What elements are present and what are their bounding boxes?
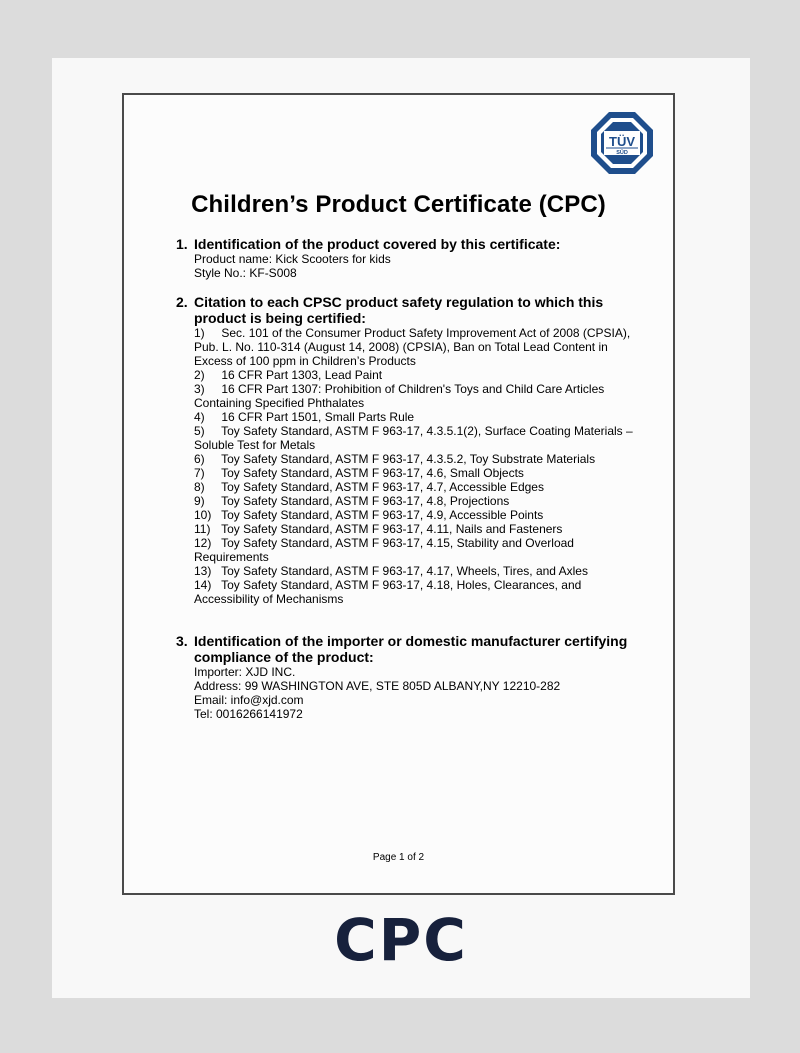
regulation-text: 16 CFR Part 1303, Lead Paint bbox=[221, 368, 383, 382]
section-heading bbox=[176, 633, 644, 665]
section-heading bbox=[176, 236, 644, 252]
section-body bbox=[176, 665, 644, 721]
regulation-item bbox=[194, 522, 644, 536]
regulation-text: Toy Safety Standard, ASTM F 963-17, 4.17, Wheels, Tires, and Axles bbox=[221, 564, 588, 578]
section-number: 1. bbox=[176, 236, 188, 252]
regulation-number: 3) bbox=[194, 382, 205, 396]
regulation-number: 5) bbox=[194, 424, 205, 438]
regulation-text: Toy Safety Standard, ASTM F 963-17, 4.3.5.1(2), Surface Coating Materials – Soluble Test for Metals bbox=[194, 424, 633, 452]
regulation-item bbox=[194, 480, 644, 494]
regulation-text: Sec. 101 of the Consumer Product Safety Improvement Act of 2008 (CPSIA), Pub. L. No. 110-314 (August 14, 2008) (CPSIA), Ban on Total Lead Content in Excess of 100 ppm in Children’s Products bbox=[194, 326, 631, 368]
importer-name: Importer: XJD INC. bbox=[194, 665, 296, 679]
section-title: Identification of the importer or domestic manufacturer certifying compliance of the product: bbox=[194, 633, 628, 665]
regulation-number: 9) bbox=[194, 494, 205, 508]
certificate-card bbox=[52, 58, 750, 998]
regulation-item bbox=[194, 368, 644, 382]
section-title: Citation to each CPSC product safety regulation to which this product is being certified: bbox=[194, 294, 604, 326]
certificate-page bbox=[122, 93, 675, 895]
regulation-number: 12) bbox=[194, 536, 212, 550]
regulation-number: 6) bbox=[194, 452, 205, 466]
section-body bbox=[176, 252, 644, 280]
regulation-item bbox=[194, 410, 644, 424]
importer-address: Address: 99 WASHINGTON AVE, STE 805D ALBANY,NY 12210-282 bbox=[194, 679, 561, 693]
regulation-text: Toy Safety Standard, ASTM F 963-17, 4.7, Accessible Edges bbox=[221, 480, 544, 494]
regulation-text: Toy Safety Standard, ASTM F 963-17, 4.9, Accessible Points bbox=[221, 508, 544, 522]
tuv-sud-logo bbox=[590, 111, 654, 175]
section-regulations bbox=[176, 294, 644, 606]
regulation-item bbox=[194, 326, 644, 368]
section-heading bbox=[176, 294, 644, 326]
section-title: Identification of the product covered by this certificate: bbox=[194, 236, 561, 252]
regulation-item bbox=[194, 382, 644, 410]
regulation-number: 8) bbox=[194, 480, 205, 494]
importer-email: Email: info@xjd.com bbox=[194, 693, 304, 707]
document-title: Children’s Product Certificate (CPC) bbox=[191, 191, 606, 218]
regulation-number: 2) bbox=[194, 368, 205, 382]
regulation-text: Toy Safety Standard, ASTM F 963-17, 4.11, Nails and Fasteners bbox=[221, 522, 563, 536]
page-number: Page 1 of 2 bbox=[372, 852, 425, 863]
regulation-text: Toy Safety Standard, ASTM F 963-17, 4.18, Holes, Clearances, and Accessibility of Mechanisms bbox=[194, 578, 582, 606]
section-product-identification bbox=[176, 236, 644, 280]
regulation-item bbox=[194, 578, 644, 606]
regulation-item bbox=[194, 466, 644, 480]
regulation-item bbox=[194, 494, 644, 508]
regulation-number: 10) bbox=[194, 508, 212, 522]
cpc-caption: CPC bbox=[334, 906, 468, 974]
tuv-sud-logo-icon bbox=[590, 111, 654, 175]
section-number: 3. bbox=[176, 633, 188, 649]
regulation-number: 1) bbox=[194, 326, 205, 340]
regulation-item bbox=[194, 452, 644, 466]
regulation-item bbox=[194, 424, 644, 452]
regulation-text: Toy Safety Standard, ASTM F 963-17, 4.6, Small Objects bbox=[221, 466, 524, 480]
regulation-item bbox=[194, 508, 644, 522]
regulation-number: 11) bbox=[194, 522, 211, 536]
style-number: Style No.: KF-S008 bbox=[194, 266, 297, 280]
regulation-item bbox=[194, 564, 644, 578]
regulation-text: Toy Safety Standard, ASTM F 963-17, 4.3.5.2, Toy Substrate Materials bbox=[221, 452, 596, 466]
regulation-item bbox=[194, 536, 644, 564]
logo-brand: TÜV bbox=[609, 134, 635, 149]
regulation-number: 13) bbox=[194, 564, 212, 578]
regulation-number: 14) bbox=[194, 578, 212, 592]
regulation-text: Toy Safety Standard, ASTM F 963-17, 4.15, Stability and Overload Requirements bbox=[194, 536, 574, 564]
regulation-text: Toy Safety Standard, ASTM F 963-17, 4.8, Projections bbox=[221, 494, 510, 508]
section-importer bbox=[176, 633, 644, 721]
regulation-text: 16 CFR Part 1307: Prohibition of Children's Toys and Child Care Articles Containing Specified Phthalates bbox=[194, 382, 605, 410]
regulation-list bbox=[176, 326, 644, 606]
regulation-number: 4) bbox=[194, 410, 205, 424]
section-number: 2. bbox=[176, 294, 188, 310]
regulation-text: 16 CFR Part 1501, Small Parts Rule bbox=[221, 410, 415, 424]
regulation-number: 7) bbox=[194, 466, 205, 480]
importer-phone: Tel: 0016266141972 bbox=[194, 707, 303, 721]
logo-sub: SÜD bbox=[616, 150, 628, 156]
product-name: Product name: Kick Scooters for kids bbox=[194, 252, 391, 266]
